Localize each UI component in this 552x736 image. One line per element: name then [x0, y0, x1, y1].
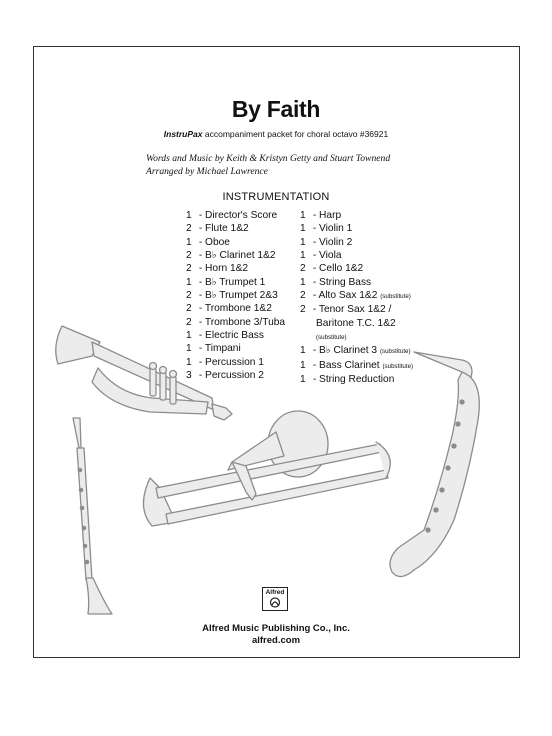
brand-name: InstruPax: [163, 129, 203, 139]
part-name: - Percussion 1: [196, 356, 264, 368]
part-quantity: 1: [186, 276, 192, 288]
part-name: - Harp: [310, 210, 342, 221]
instrument-part-row: [186, 276, 285, 289]
instrument-part-row: [186, 249, 285, 262]
instrument-part-row: [300, 262, 413, 275]
part-note: (substitute): [316, 334, 347, 342]
instrument-part-row: [300, 249, 413, 262]
alfred-logo: [262, 587, 288, 611]
part-name: - B♭ Trumpet 1: [196, 276, 266, 288]
instrument-part-row: [186, 356, 285, 369]
part-quantity: 2: [186, 250, 192, 262]
part-name: - Electric Bass: [196, 330, 264, 342]
instrument-part-row: [300, 222, 413, 235]
part-note: (substitute): [379, 348, 411, 356]
part-quantity: 2: [186, 303, 192, 315]
instrument-part-row: [300, 344, 413, 358]
part-name: - B♭ Clarinet 3: [310, 345, 378, 357]
part-name: - Cello 1&2: [310, 263, 364, 275]
part-quantity: 2: [186, 316, 192, 328]
instrument-part-row: [186, 369, 285, 382]
credits-composers: Words and Music by Keith & Kristyn Getty and Stuart Townend: [146, 153, 391, 164]
instrument-part-row: [186, 316, 285, 329]
part-note: (substitute): [382, 362, 414, 370]
publisher-website: alfred.com: [251, 635, 301, 646]
part-name: - Alto Sax 1&2: [310, 290, 378, 302]
credits-arranger: Arranged by Michael Lawrence: [146, 166, 268, 177]
part-note: (substitute): [380, 293, 411, 301]
part-name: Baritone T.C. 1&2: [316, 317, 396, 329]
part-quantity: 1: [300, 236, 306, 248]
logo-text: Alfred: [265, 589, 285, 596]
instrument-part-row: [300, 276, 413, 289]
part-quantity: 1: [300, 250, 306, 262]
part-quantity: 2: [186, 263, 192, 275]
part-name: - Horn 1&2: [196, 263, 249, 275]
instrument-part-row: [300, 209, 413, 222]
instrument-part-row: [186, 236, 285, 249]
title: By Faith: [231, 96, 321, 122]
part-quantity: 1: [186, 210, 192, 221]
instrument-part-row: [300, 303, 413, 316]
part-name: - Violin 1: [310, 223, 353, 235]
instrument-part-row: [300, 373, 413, 386]
instrument-part-row: [300, 289, 413, 303]
part-name: - String Reduction: [310, 374, 395, 386]
instrument-part-row: [186, 302, 285, 315]
part-name: - B♭ Trumpet 2&3: [196, 290, 278, 302]
instrumentation-right-column: [300, 209, 413, 386]
instrument-part-row: [186, 209, 285, 222]
part-quantity: 2: [300, 263, 306, 275]
part-name: - Tenor Sax 1&2 /: [310, 304, 392, 316]
trombone-icon: [143, 411, 390, 526]
part-quantity: 1: [300, 276, 306, 288]
part-quantity: 1: [300, 345, 306, 357]
subtitle: [0, 129, 552, 139]
part-name: - Timpani: [196, 343, 241, 355]
instrument-part-row: [300, 317, 413, 330]
part-quantity: 1: [300, 223, 306, 235]
instrument-part-row: [300, 236, 413, 249]
instrument-part-row: [300, 359, 413, 373]
part-name: - Percussion 2: [196, 370, 264, 382]
part-quantity: 1: [186, 236, 192, 248]
part-name: - Oboe: [196, 236, 230, 248]
part-quantity: 1: [186, 330, 192, 342]
clarinet-icon: [73, 418, 112, 614]
instrumentation-left-column: [186, 209, 285, 382]
credits: [146, 152, 390, 178]
part-name: - Trombone 1&2: [196, 303, 272, 315]
part-quantity: 1: [186, 356, 192, 368]
part-name: - Bass Clarinet: [310, 359, 380, 371]
part-quantity: 3: [186, 370, 192, 382]
part-name: - Trombone 3/Tuba: [196, 316, 286, 328]
part-quantity: 1: [300, 359, 306, 371]
part-quantity: 1: [300, 210, 306, 221]
part-quantity: 1: [186, 343, 192, 355]
part-name: - Viola: [310, 250, 342, 262]
publisher-name: Alfred Music Publishing Co., Inc.: [202, 623, 350, 634]
part-name: - String Bass: [310, 276, 372, 288]
part-quantity: 2: [300, 304, 306, 316]
instrument-part-row: [300, 330, 413, 344]
instrument-part-row: [186, 289, 285, 302]
logo-mark-icon: [269, 597, 281, 608]
part-quantity: 2: [186, 223, 192, 235]
part-name: - Director's Score: [196, 210, 278, 221]
subtitle-text: accompaniment packet for choral octavo #36921: [202, 129, 389, 139]
part-name: - Flute 1&2: [196, 223, 249, 235]
part-quantity: 1: [300, 374, 306, 386]
instrumentation-heading: INSTRUMENTATION: [222, 191, 330, 203]
part-quantity: 2: [186, 290, 192, 302]
instrument-part-row: [186, 222, 285, 235]
part-name: - Violin 2: [310, 236, 353, 248]
part-name: - B♭ Clarinet 1&2: [196, 250, 276, 262]
instrument-part-row: [186, 342, 285, 355]
instrument-part-row: [186, 329, 285, 342]
instrument-part-row: [186, 262, 285, 275]
part-quantity: 2: [300, 290, 306, 302]
